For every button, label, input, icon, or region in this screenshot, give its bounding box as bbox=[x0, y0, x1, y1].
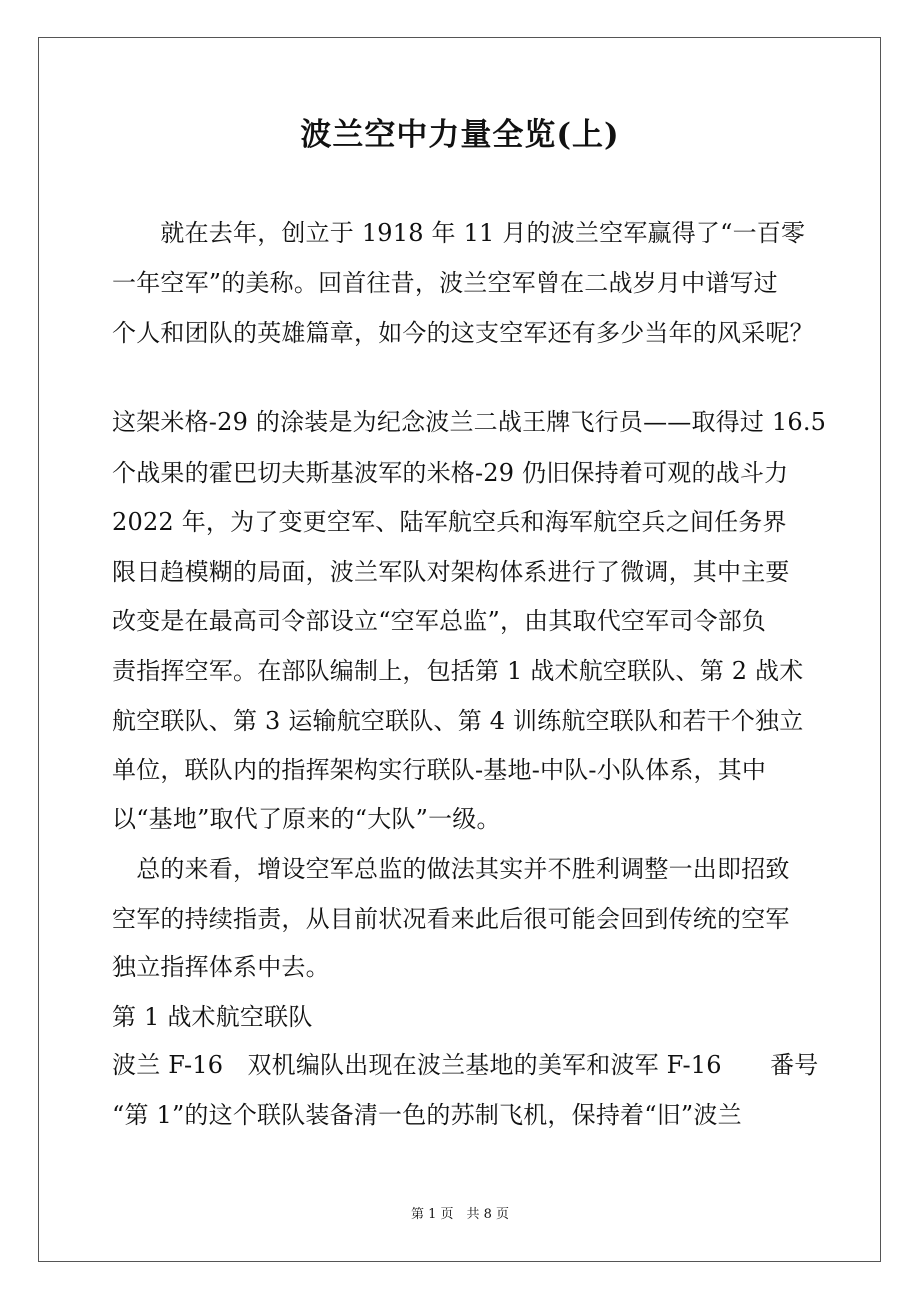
body-text-line: “第 1”的这个联队装备清一色的苏制飞机，保持着“旧”波兰 bbox=[112, 1101, 742, 1129]
document-title: 波兰空中力量全览(上) bbox=[300, 117, 620, 153]
body-text-line: 2022 年，为了变更空军、陆军航空兵和海军航空兵之间任务界 bbox=[112, 508, 787, 536]
body-text-line: 波兰 F-16 双机编队出现在波兰基地的美军和波军 F-16 番号 bbox=[112, 1051, 819, 1079]
body-text-line: 这架米格-29 的涂装是为纪念波兰二战王牌飞行员——取得过 16.5 bbox=[112, 408, 827, 436]
body-text-line: 一年空军”的美称。回首往昔，波兰空军曾在二战岁月中谱写过 bbox=[112, 269, 778, 297]
body-text-line: 限日趋模糊的局面，波兰军队对架构体系进行了微调，其中主要 bbox=[112, 558, 790, 586]
body-text-line: 就在去年，创立于 1918 年 11 月的波兰空军赢得了“一百零 bbox=[112, 219, 806, 247]
body-text-line: 改变是在最高司令部设立“空军总监”，由其取代空军司令部负 bbox=[112, 607, 767, 635]
body-text-line: 责指挥空军。在部队编制上，包括第 1 战术航空联队、第 2 战术 bbox=[112, 657, 804, 685]
body-text-line: 总的来看，增设空军总监的做法其实并不胜利调整一出即招致 bbox=[112, 855, 790, 883]
body-text-line: 以“基地”取代了原来的“大队”一级。 bbox=[112, 805, 501, 833]
body-text-line: 独立指挥体系中去。 bbox=[112, 953, 330, 981]
body-text-line: 空军的持续指责，从目前状况看来此后很可能会回到传统的空军 bbox=[112, 905, 790, 933]
page-footer: 第 1 页 共 8 页 bbox=[410, 1207, 510, 1222]
body-text-line: 个人和团队的英雄篇章，如今的这支空军还有多少当年的风采呢？ bbox=[112, 319, 814, 347]
body-text-line: 第 1 战术航空联队 bbox=[112, 1003, 313, 1031]
body-text-line: 单位，联队内的指挥架构实行联队-基地-中队-小队体系，其中 bbox=[112, 756, 767, 784]
body-text-line: 航空联队、第 3 运输航空联队、第 4 训练航空联队和若干个独立 bbox=[112, 707, 804, 735]
body-text-line: 个战果的霍巴切夫斯基波军的米格-29 仍旧保持着可观的战斗力 bbox=[112, 459, 789, 487]
